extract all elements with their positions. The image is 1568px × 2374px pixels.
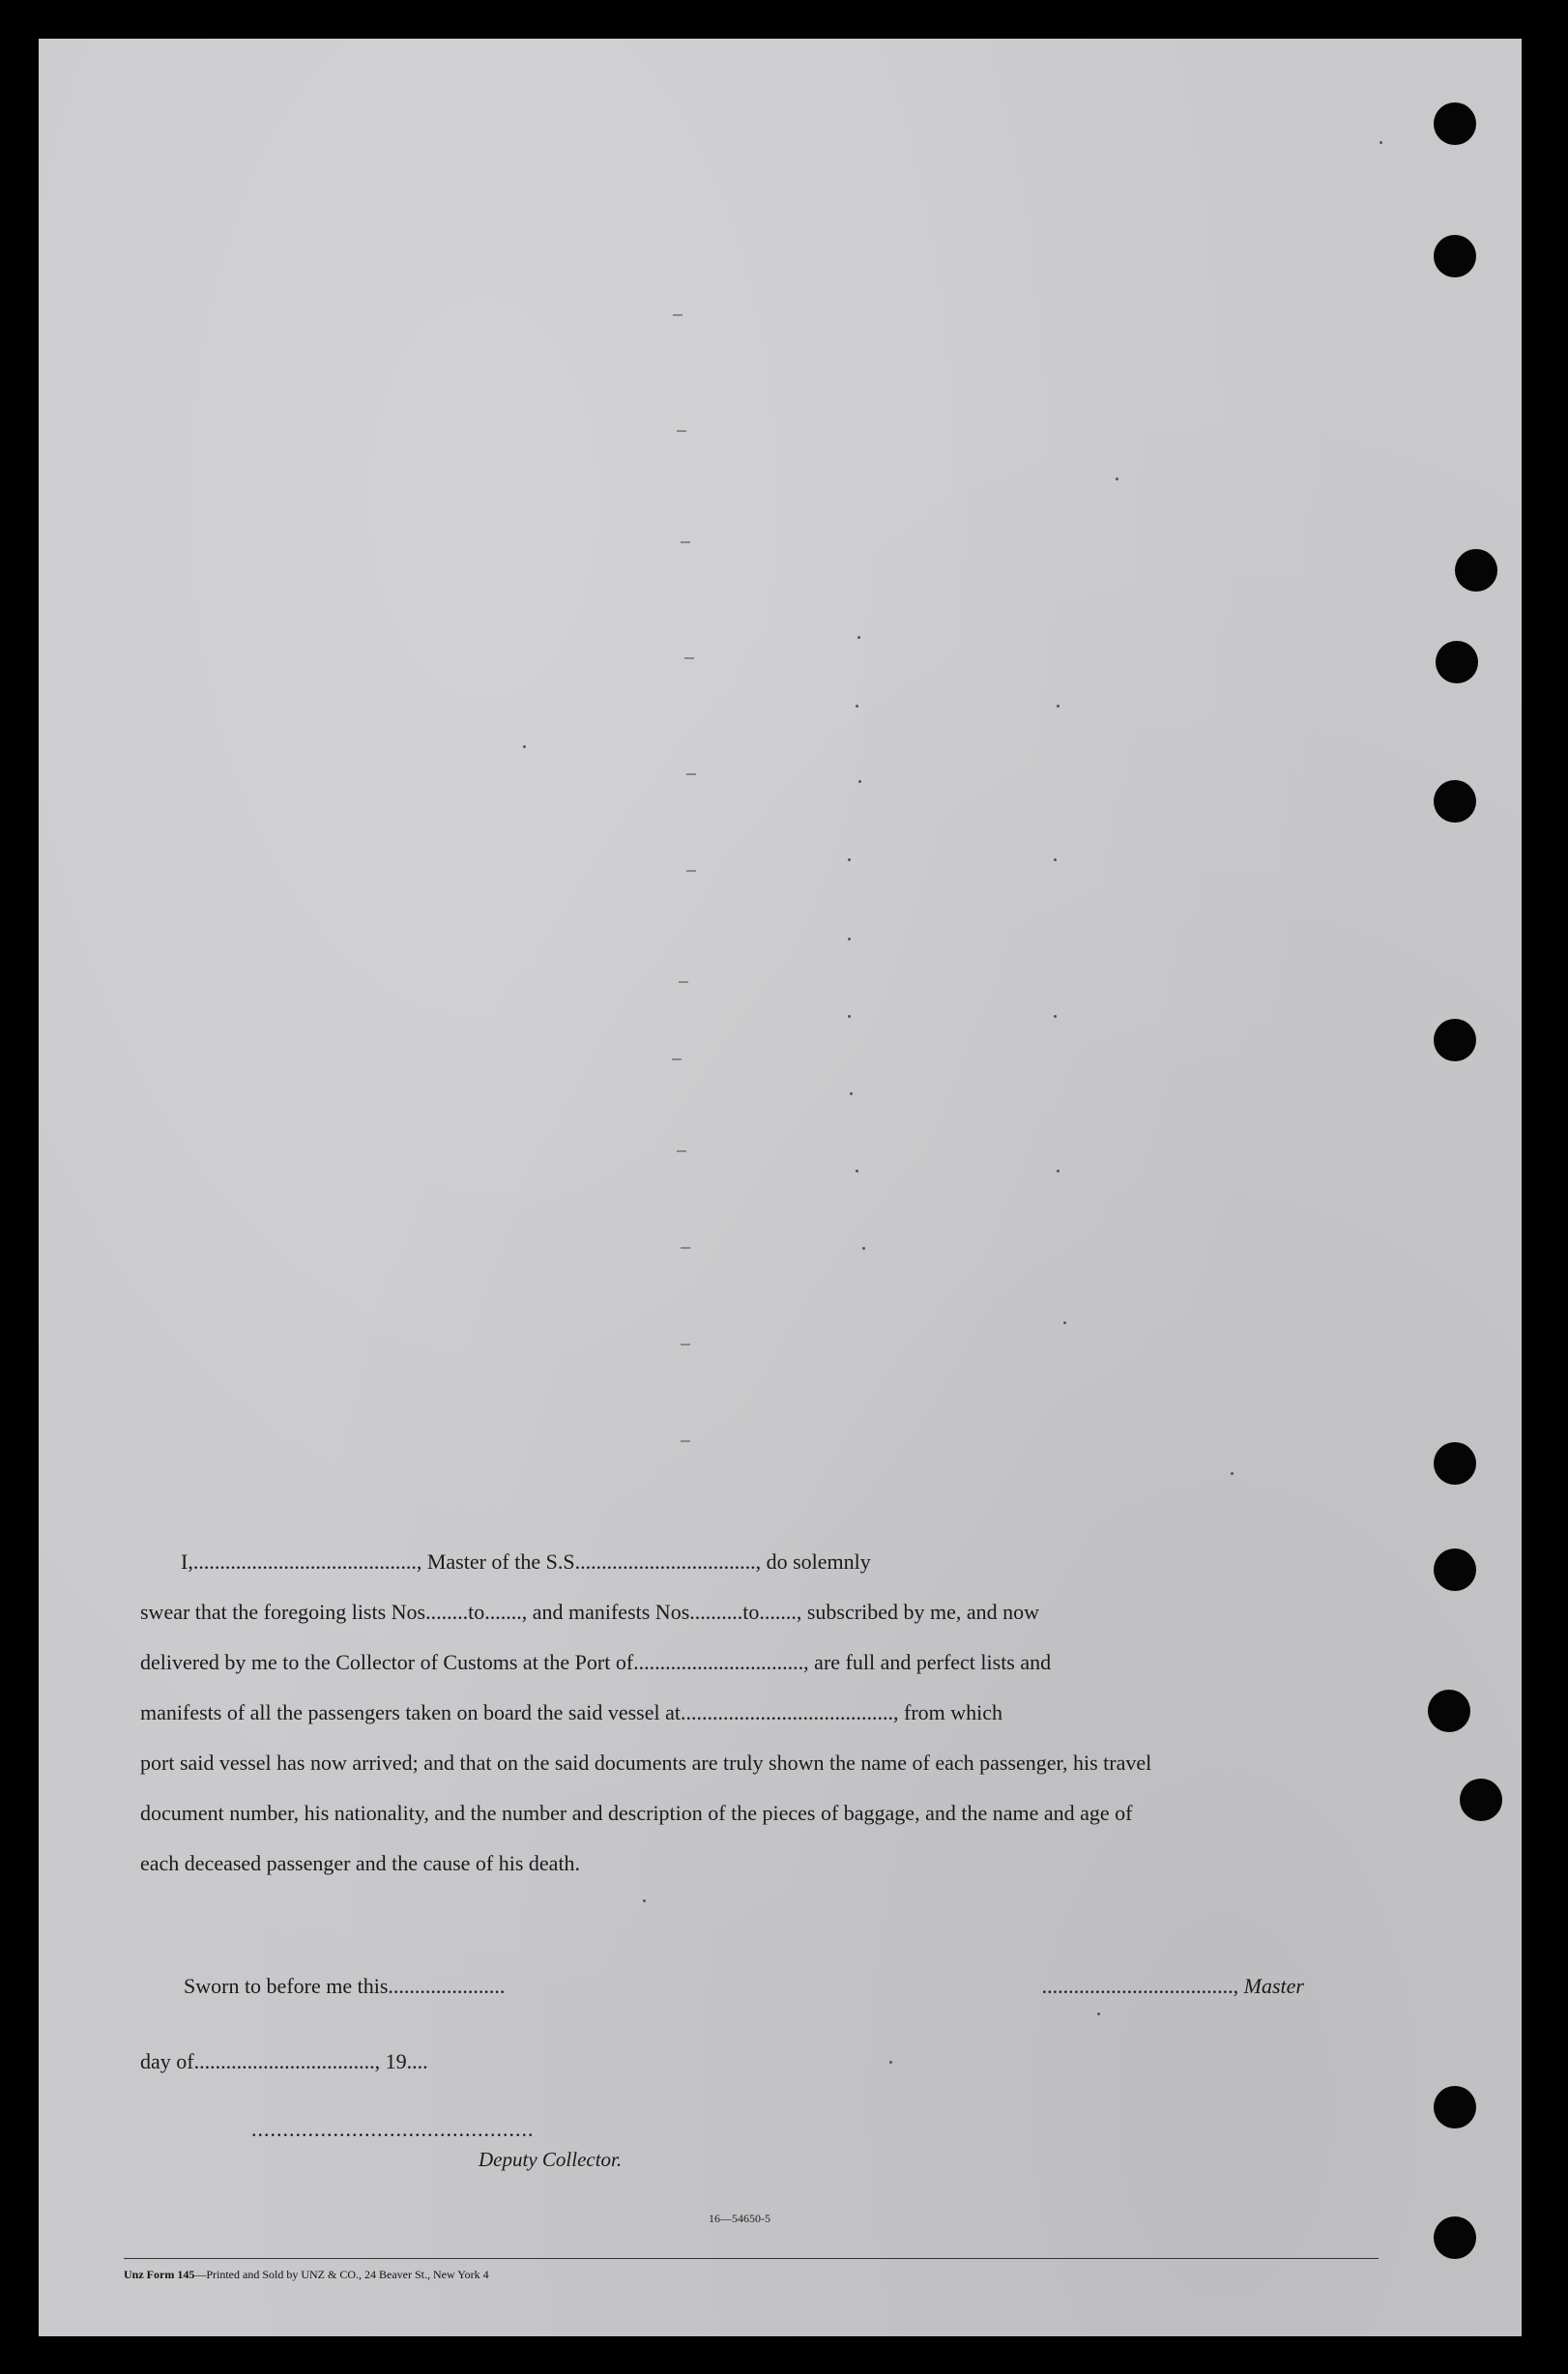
bleed-mark: [684, 657, 694, 659]
speck: [857, 636, 860, 639]
oath-line-1: I,.........................................., Master of the S.S.................................., do solemnly: [181, 1549, 871, 1574]
sworn-line: Sworn to before me this......................: [184, 1974, 506, 1998]
speck: [1054, 858, 1057, 861]
bleed-mark: [681, 1344, 690, 1346]
speck: [1057, 705, 1060, 708]
speck: [1063, 1321, 1066, 1324]
speck: [856, 1170, 858, 1173]
speck: [889, 2061, 892, 2064]
form-name: Unz Form 145: [124, 2268, 195, 2281]
bleed-mark: [681, 1247, 690, 1249]
punch-hole: [1455, 549, 1497, 592]
speck: [848, 938, 851, 941]
speck: [1116, 478, 1118, 480]
bleed-mark: [681, 541, 690, 543]
punch-hole: [1434, 780, 1476, 823]
day-line: day of.................................., 19....: [140, 2049, 428, 2073]
bleed-mark: [672, 1058, 682, 1060]
printer-credit: —Printed and Sold by UNZ & CO., 24 Beaver St., New York 4: [194, 2268, 489, 2281]
footer-printer-line: [124, 2268, 489, 2282]
punch-hole: [1434, 235, 1476, 277]
oath-line-3: delivered by me to the Collector of Customs at the Port of................................, are full and perfect lists and: [140, 1650, 1052, 1674]
punch-hole: [1434, 2086, 1476, 2128]
footer-rule: [124, 2258, 1379, 2259]
oath-line-2: swear that the foregoing lists Nos........to......., and manifests Nos..........to......., subscribed by me, and now: [140, 1600, 1039, 1624]
oath-line-6: document number, his nationality, and the number and description of the pieces of baggage, and the name and age of: [140, 1801, 1133, 1825]
speck: [1057, 1170, 1060, 1173]
bleed-mark: [686, 870, 696, 872]
punch-hole: [1434, 1019, 1476, 1061]
bleed-mark: [673, 314, 682, 316]
oath-line-7: each deceased passenger and the cause of his death.: [140, 1851, 581, 1875]
speck: [523, 745, 526, 748]
oath-line-5: port said vessel has now arrived; and that on the said documents are truly shown the name of each passenger, his travel: [140, 1751, 1152, 1775]
bleed-mark: [686, 773, 696, 775]
punch-hole: [1460, 1779, 1502, 1821]
deputy-signature-line: .............................................: [251, 2117, 535, 2141]
speck: [862, 1247, 865, 1250]
speck: [643, 1899, 646, 1902]
document-page: [39, 39, 1522, 2336]
speck: [856, 705, 858, 708]
speck: [1231, 1472, 1234, 1475]
speck: [858, 780, 861, 783]
form-code: 16—54650-5: [709, 2212, 770, 2225]
speck: [1097, 2012, 1100, 2015]
speck: [848, 1015, 851, 1018]
speck: [1379, 141, 1382, 144]
oath-paragraph: [140, 1537, 1343, 1889]
punch-hole: [1434, 102, 1476, 145]
speck: [1054, 1015, 1057, 1018]
master-signature-line: ...................................., Master: [1041, 1974, 1304, 1998]
bleed-mark: [677, 430, 686, 432]
punch-hole: [1436, 641, 1478, 683]
bleed-mark: [677, 1150, 686, 1152]
oath-line-4: manifests of all the passengers taken on board the said vessel at........................................, from which: [140, 1700, 1003, 1724]
punch-hole: [1434, 1442, 1476, 1485]
deputy-collector-label: Deputy Collector.: [479, 2148, 623, 2171]
bleed-mark: [681, 1440, 690, 1442]
master-dots: ....................................: [1041, 1974, 1234, 1998]
punch-hole: [1428, 1690, 1470, 1732]
punch-hole: [1434, 1549, 1476, 1591]
punch-hole: [1434, 2216, 1476, 2259]
bleed-mark: [679, 981, 688, 983]
master-label: Master: [1243, 1974, 1304, 1998]
speck: [850, 1092, 853, 1095]
speck: [848, 858, 851, 861]
